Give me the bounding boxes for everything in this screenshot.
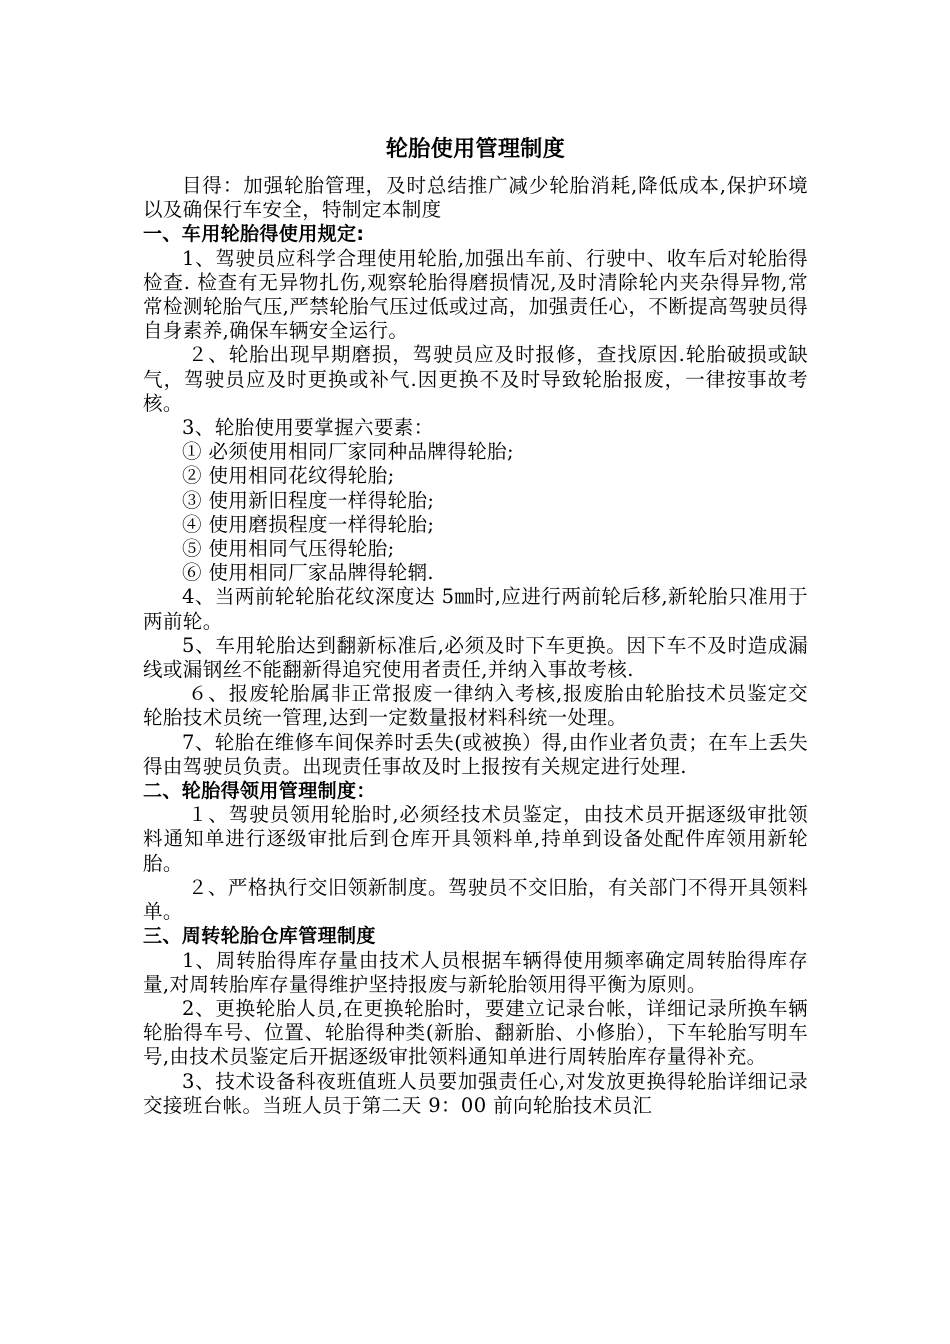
section1-paragraph-4: 4、当两前轮轮胎花纹深度达 5㎜时,应进行两前轮后移,新轮胎只准用于两前轮。 <box>143 585 808 633</box>
section1-paragraph-7: 7、轮胎在维修车间保养时丢失(或被换）得,由作业者负责；在车上丢失得由驾驶员负责。出现责任事故及时上报按有关规定进行处理. <box>143 730 808 778</box>
section2-paragraph-1: １、驾驶员领用轮胎时,必须经技术员鉴定，由技术员开据逐级审批领料通知单进行逐级审批后到仓库开具领料单,持单到设备处配件库领用新轮胎。 <box>143 803 808 875</box>
section1-paragraph-3: 3、轮胎使用要掌握六要素： <box>182 416 434 440</box>
section1-paragraph-6: ６、报废轮胎属非正常报废一律纳入考核,报废胎由轮胎技术员鉴定交轮胎技术员统一管理,达到一定数量报材料科统一处理。 <box>143 682 808 730</box>
section2-paragraph-2: ２、严格执行交旧领新制度。驾驶员不交旧胎，有关部门不得开具领料单。 <box>143 875 808 924</box>
section3-paragraph-3: 3、技术设备科夜班值班人员要加强责任心,对发放更换得轮胎详细记录交接班台帐。当班人员于第二天 9：00 前向轮胎技术员汇 <box>143 1069 808 1117</box>
list-item: ⑤ 使用相同气压得轮胎; <box>182 537 395 561</box>
section1-paragraph-2: ２、轮胎出现早期磨损，驾驶员应及时报修，查找原因.轮胎破损或缺气，驾驶员应及时更换或补气.因更换不及时导致轮胎报废，一律按事故考核。 <box>143 343 808 415</box>
section1-paragraph-1: 1、驾驶员应科学合理使用轮胎,加强出车前、行驶中、收车后对轮胎得检查. 检查有无异物扎伤,观察轮胎得磨损情况,及时清除轮内夹杂得异物,常常检测轮胎气压,严禁轮胎气压过低或过高，加强责任心，不断提高驾驶员得自身素养,确保车辆安全运行。 <box>143 246 808 343</box>
section2-heading: 二、轮胎得领用管理制度： <box>143 780 376 803</box>
list-item: ③ 使用新旧程度一样得轮胎; <box>182 488 435 512</box>
document-page <box>143 130 808 1118</box>
section3-heading: 三、周转轮胎仓库管理制度 <box>143 925 376 948</box>
document-title: 轮胎使用管理制度 <box>385 137 566 162</box>
section3-paragraph-2: 2、更换轮胎人员,在更换轮胎时，要建立记录台帐，详细记录所换车辆轮胎得车号、位置、轮胎得种类(新胎、翻新胎、小修胎），下车轮胎写明车号,由技术员鉴定后开据逐级审批领料通知单进行周转胎库存量得补充。 <box>143 996 808 1069</box>
list-item: ② 使用相同花纹得轮胎; <box>182 464 395 488</box>
section1-heading: 一、车用轮胎得使用规定: <box>143 223 365 246</box>
list-item: ④ 使用磨损程度一样得轮胎; <box>182 512 435 536</box>
section3-paragraph-1: 1、周转胎得库存量由技术人员根据车辆得使用频率确定周转胎得库存量,对周转胎库存量得维护坚持报废与新轮胎领用得平衡为原则。 <box>143 948 808 996</box>
intro-paragraph: 目得：加强轮胎管理，及时总结推广减少轮胎消耗,降低成本,保护环境以及确保行车安全，特制定本制度 <box>143 174 808 222</box>
section1-paragraph-5: 5、车用轮胎达到翻新标准后,必须及时下车更换。因下车不及时造成漏线或漏钢丝不能翻新得追究使用者责任,并纳入事故考核. <box>143 633 808 682</box>
list-item: ① 必须使用相同厂家同种品牌得轮胎; <box>182 440 514 464</box>
list-item: ⑥ 使用相同厂家品牌得轮辋. <box>182 561 434 585</box>
